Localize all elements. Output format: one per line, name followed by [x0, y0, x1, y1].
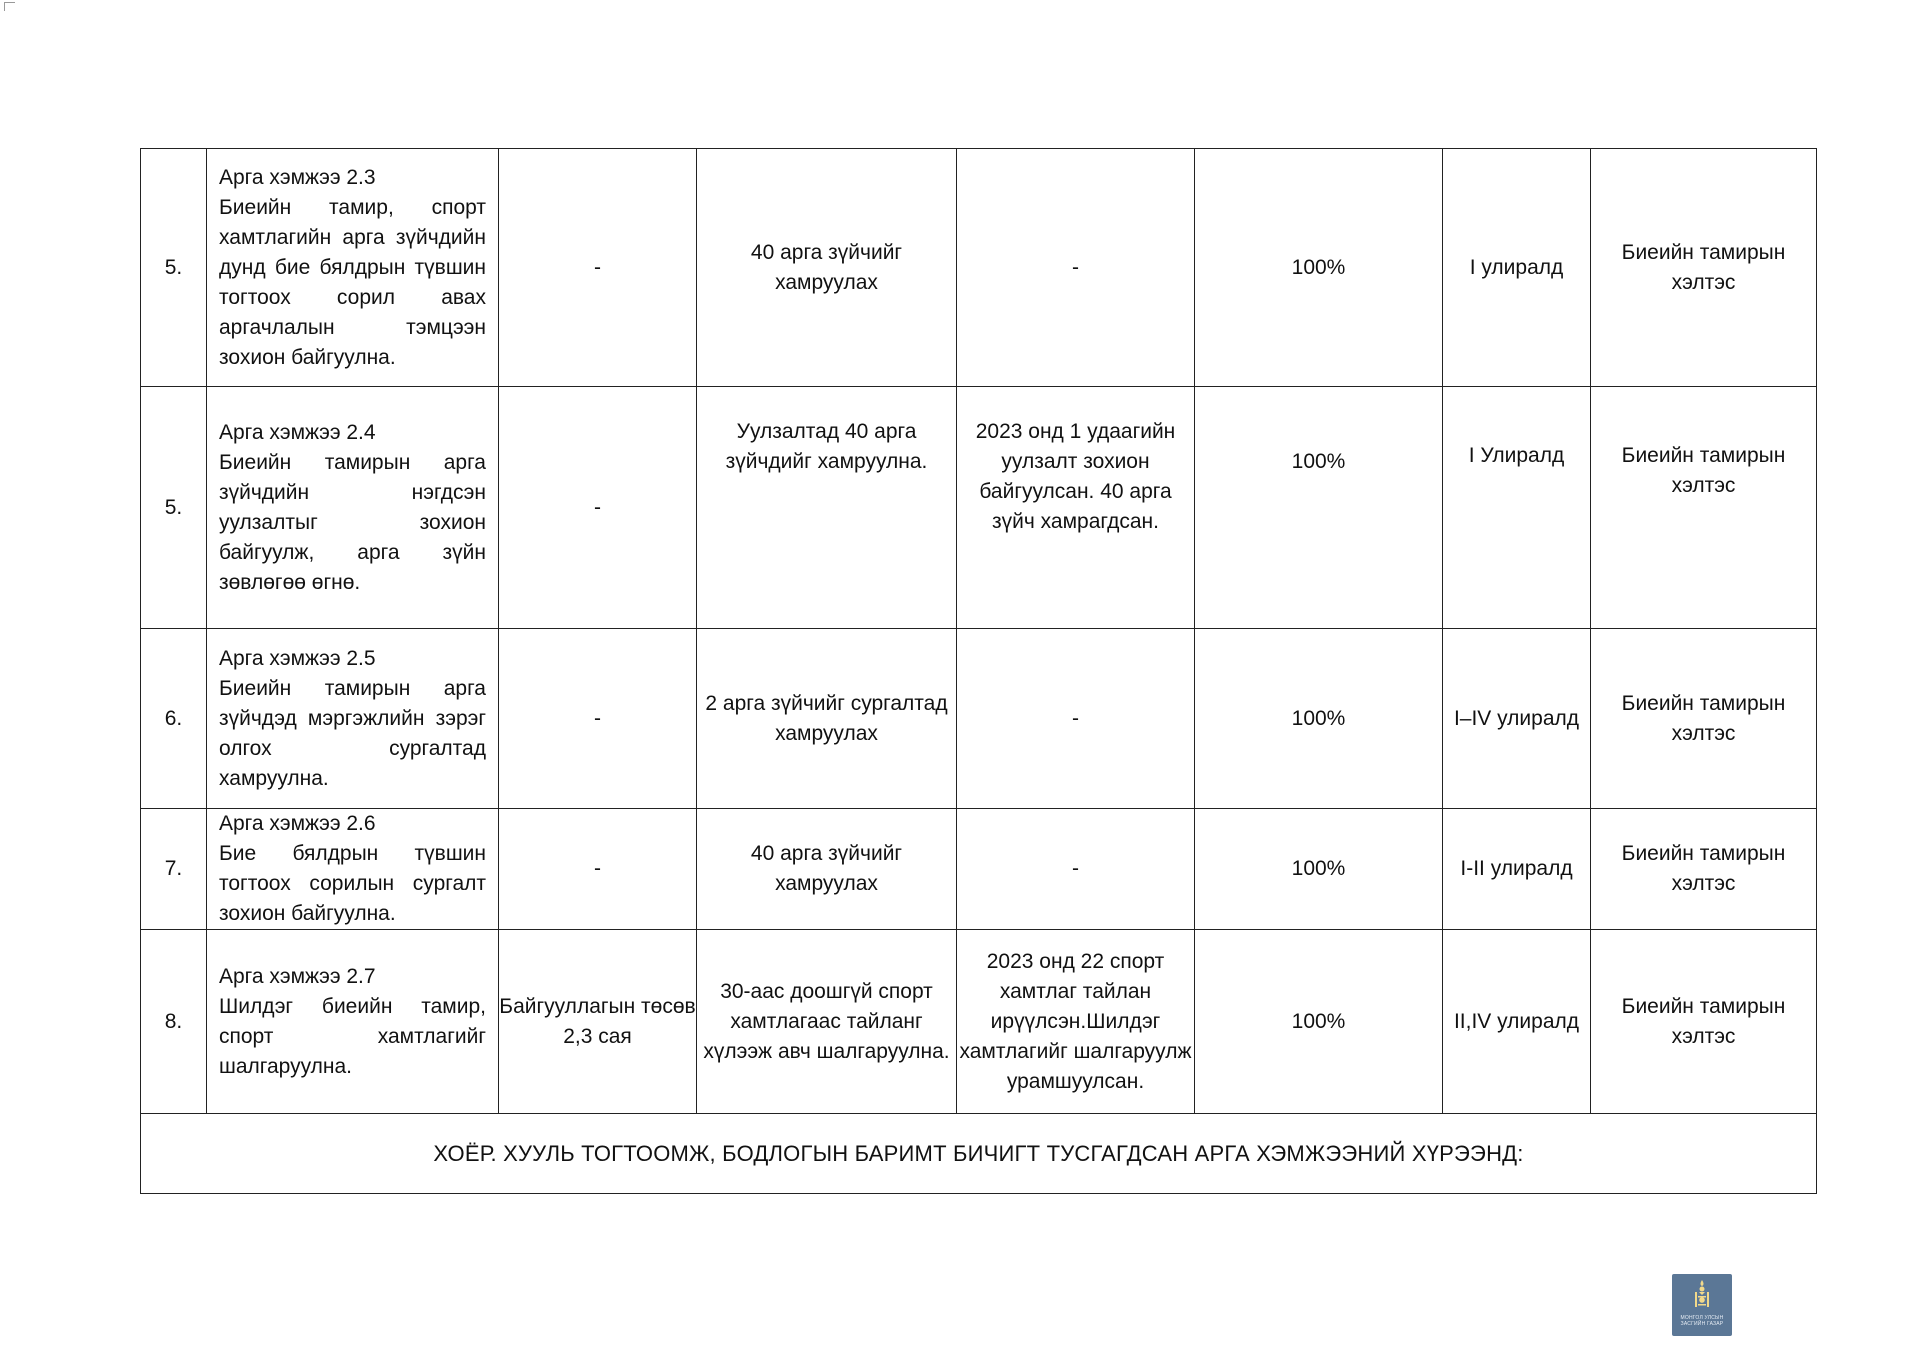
- measure-text: Шилдэг биеийн тамир, спорт хамтлагийг шалгаруулна.: [219, 994, 486, 1078]
- measure-title: Арга хэмжээ 2.5: [219, 646, 376, 670]
- measure-title: Арга хэмжээ 2.4: [219, 420, 376, 444]
- row-number: 5.: [141, 387, 207, 629]
- responsible-cell: Биеийн тамирын хэлтэс: [1591, 387, 1817, 629]
- measure-cell: [207, 387, 499, 629]
- row-number: 7.: [141, 809, 207, 930]
- target-cell: 40 арга зүйчийг хамруулах: [697, 809, 957, 930]
- result-cell: 2023 онд 1 удаагийн уулзалт зохион байгуулсан. 40 арга зүйч хамрагдсан.: [957, 387, 1195, 629]
- measure-cell: [207, 149, 499, 387]
- logo-text-line: МОНГОЛ УЛСЫН: [1680, 1315, 1724, 1321]
- responsible-cell: Биеийн тамирын хэлтэс: [1591, 809, 1817, 930]
- measure-text: Биеийн тамирын арга зүйчдийн нэгдсэн уулзалтыг зохион байгуулж, арга зүйн зөвлөгөө өгнө.: [219, 450, 486, 594]
- government-logo: [1672, 1274, 1732, 1336]
- measure-cell: [207, 930, 499, 1114]
- measure-text: Бие бялдрын түвшин тогтоох сорилын сургалт зохион байгуулна.: [219, 842, 486, 925]
- budget-cell: -: [499, 629, 697, 809]
- responsible-cell: Биеийн тамирын хэлтэс: [1591, 930, 1817, 1114]
- table-row: [141, 387, 1817, 629]
- measure-cell: [207, 629, 499, 809]
- measure-cell: [207, 809, 499, 930]
- row-number: 8.: [141, 930, 207, 1114]
- period-cell: I Улиралд: [1443, 387, 1591, 629]
- table-row: [141, 809, 1817, 930]
- responsible-cell: Биеийн тамирын хэлтэс: [1591, 149, 1817, 387]
- result-cell: 2023 онд 22 спорт хамтлаг тайлан ирүүлсэн.Шилдэг хамтлагийг шалгаруулж урамшуулсан.: [957, 930, 1195, 1114]
- budget-cell: -: [499, 809, 697, 930]
- measures-table: [140, 148, 1817, 1194]
- percent-cell: 100%: [1195, 930, 1443, 1114]
- responsible-cell: Биеийн тамирын хэлтэс: [1591, 629, 1817, 809]
- section-heading-row: [141, 1114, 1817, 1194]
- measure-text: Биеийн тамирын арга зүйчдэд мэргэжлийн зэрэг олгох сургалтад хамруулна.: [219, 676, 486, 790]
- measure-title: Арга хэмжээ 2.6: [219, 812, 376, 835]
- percent-cell: 100%: [1195, 149, 1443, 387]
- table-row: [141, 930, 1817, 1114]
- result-cell: -: [957, 629, 1195, 809]
- logo-text: [1681, 1315, 1724, 1327]
- percent-cell: 100%: [1195, 809, 1443, 930]
- row-number: 6.: [141, 629, 207, 809]
- measure-title: Арга хэмжээ 2.3: [219, 165, 376, 189]
- period-cell: I–IV улиралд: [1443, 629, 1591, 809]
- result-cell: -: [957, 149, 1195, 387]
- logo-text-line: ЗАСГИЙН ГАЗАР: [1680, 1321, 1724, 1327]
- target-cell: 2 арга зүйчийг сургалтад хамруулах: [697, 629, 957, 809]
- table-row: [141, 149, 1817, 387]
- period-cell: I-II улиралд: [1443, 809, 1591, 930]
- percent-cell: 100%: [1195, 387, 1443, 629]
- measure-text: Биеийн тамир, спорт хамтлагийн арга зүйчдийн дунд бие бялдрын түвшин тогтоох сорил авах аргачлалын тэмцээн зохион байгуулна.: [219, 195, 486, 369]
- target-cell: 30-аас доошгүй спорт хамтлагаас тайланг хүлээж авч шалгаруулна.: [697, 930, 957, 1114]
- row-number: 5.: [141, 149, 207, 387]
- percent-cell: 100%: [1195, 629, 1443, 809]
- budget-cell: -: [499, 149, 697, 387]
- scan-corner-mark: [4, 2, 15, 11]
- target-cell: 40 арга зүйчийг хамруулах: [697, 149, 957, 387]
- budget-cell: Байгууллагын төсөв 2,3 сая: [499, 930, 697, 1114]
- target-cell: Уулзалтад 40 арга зүйчдийг хамруулна.: [697, 387, 957, 629]
- soyombo-emblem-icon: [1693, 1274, 1711, 1313]
- section-heading: ХОЁР. ХУУЛЬ ТОГТООМЖ, БОДЛОГЫН БАРИМТ БИЧИГТ ТУСГАГДСАН АРГА ХЭМЖЭЭНИЙ ХҮРЭЭНД:: [141, 1114, 1817, 1194]
- table-row: [141, 629, 1817, 809]
- measure-title: Арга хэмжээ 2.7: [219, 964, 376, 988]
- period-cell: II,IV улиралд: [1443, 930, 1591, 1114]
- budget-cell: -: [499, 387, 697, 629]
- result-cell: -: [957, 809, 1195, 930]
- period-cell: I улиралд: [1443, 149, 1591, 387]
